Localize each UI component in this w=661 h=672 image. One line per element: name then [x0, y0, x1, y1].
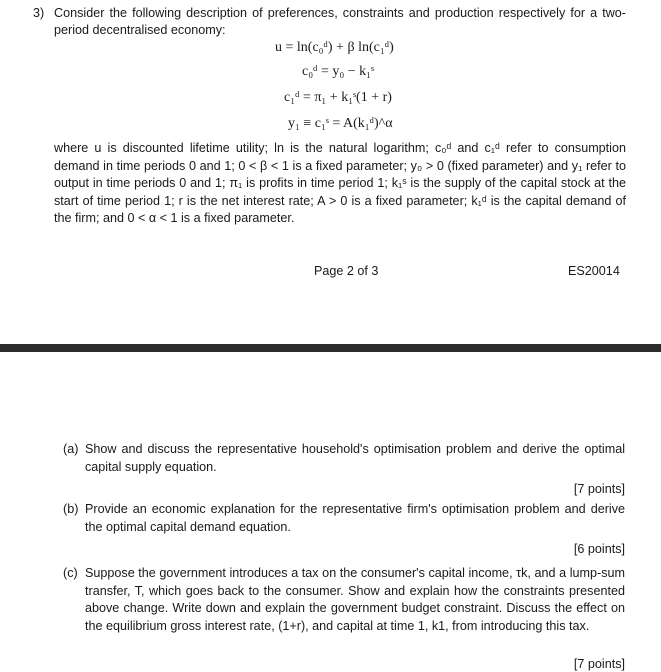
equation-budget-period0: c₀ᵈ = y₀ − k₁ˢ [302, 64, 374, 79]
equation-production: y₁ ≡ c₁ˢ = A(k₁ᵈ)^α [288, 116, 393, 131]
part-c-text: Suppose the government introduces a tax on the consumer's capital income, τk, and a lump-sum transfer, T, which goes back to the consumer. Show and explain how the constraints presented above change. Write down and explain the government budget constraint. Discuss the effect on the equilibrium gross interest rate, (1+r), and capital at time 1, k1, from introducing this tax. [85, 566, 625, 633]
variable-definitions: where u is discounted lifetime utility; ln is the natural logarithm; c₀ᵈ and c₁ᵈ refer to consumption demand in time periods 0 and 1; 0 < β < 1 is a fixed parameter; y₀ > 0 (fixed parameter) and y₁ refer to output in time periods 0 and 1; π₁ is profits in time period 1; k₁ˢ is the supply of the capital stock at the start of time period 1; r is the net interest rate; A > 0 is a fixed parameter; k₁ᵈ is the capital demand of the firm; and 0 < α < 1 is a fixed parameter. [54, 141, 626, 226]
part-c [63, 565, 625, 635]
question-intro: Consider the following description of preferences, constraints and production respectively for a two-period decentralised economy: [54, 6, 626, 37]
part-b [63, 501, 625, 536]
part-b-label: (b) [63, 502, 79, 516]
page-divider [0, 344, 661, 352]
part-a-points: [7 points] [573, 482, 625, 496]
equation-utility: u = ln(c₀ᵈ) + β ln(c₁ᵈ) [275, 40, 394, 55]
part-c-points: [7 points] [573, 657, 625, 671]
part-a-label: (a) [63, 442, 79, 456]
part-b-points: [6 points] [573, 542, 625, 556]
question-number: 3) [33, 6, 45, 20]
part-c-label: (c) [63, 566, 78, 580]
part-b-text: Provide an economic explanation for the representative firm's optimisation problem and derive the optimal capital demand equation. [85, 502, 625, 534]
part-a-text: Show and discuss the representative household's optimisation problem and derive the optimal capital supply equation. [85, 442, 625, 474]
part-a [63, 441, 625, 476]
equation-budget-period1: c₁ᵈ = π₁ + k₁ˢ(1 + r) [284, 90, 392, 105]
page-number: Page 2 of 3 [314, 264, 379, 278]
course-code: ES20014 [568, 264, 620, 278]
